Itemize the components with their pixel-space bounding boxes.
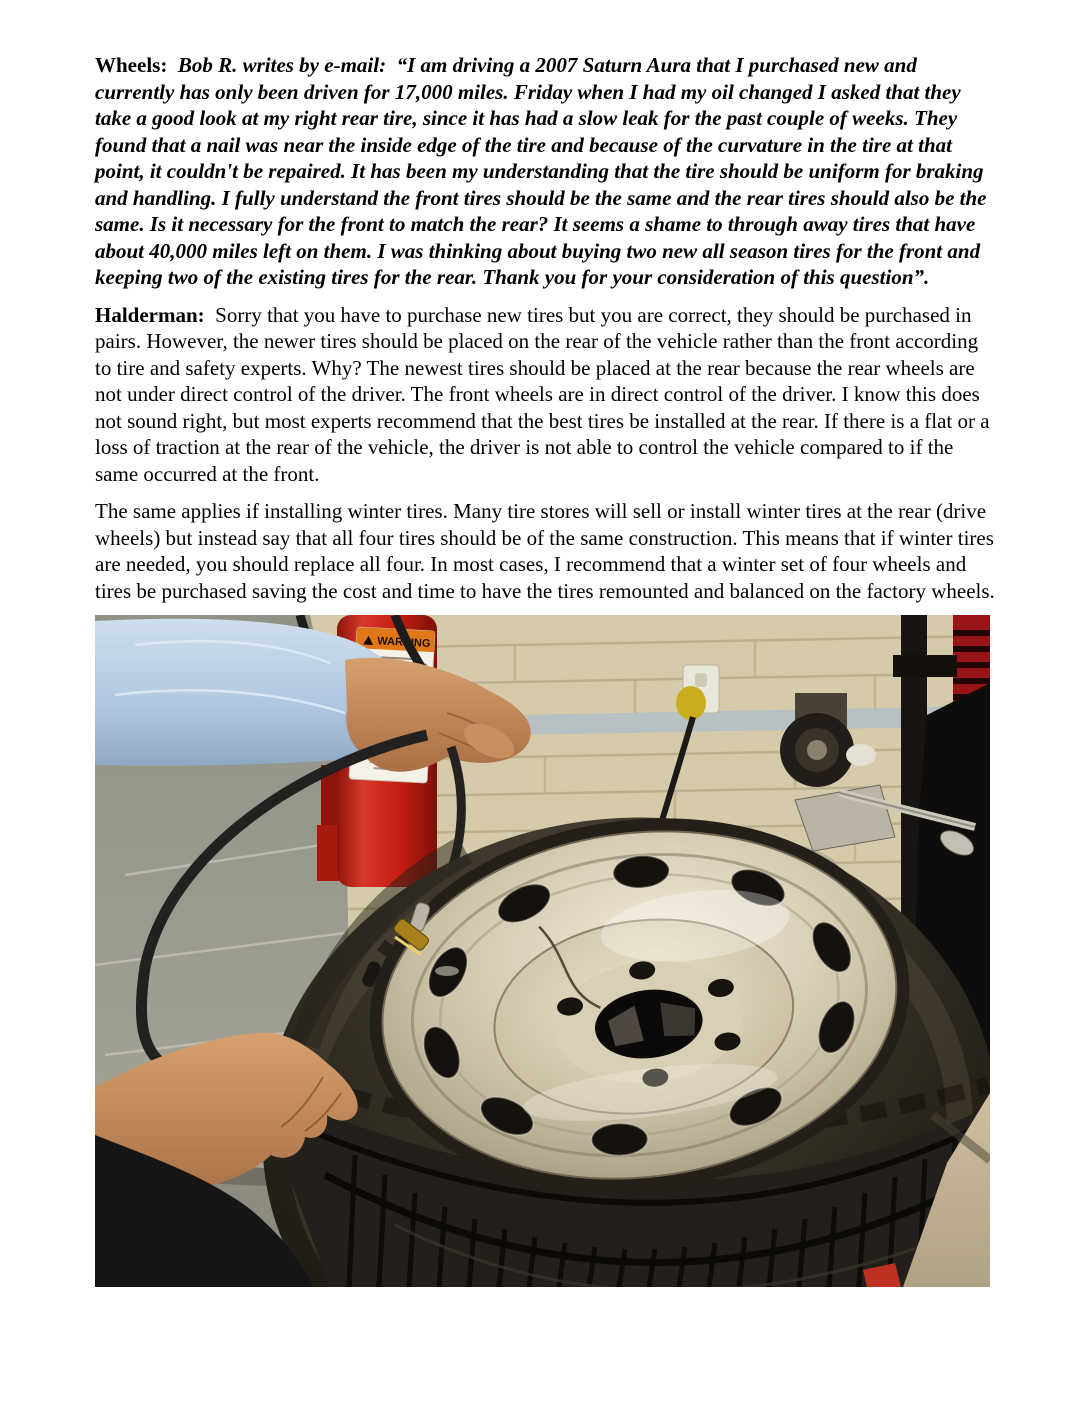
tire-photo-canvas	[95, 615, 990, 1287]
wheels-label: Wheels:	[95, 53, 168, 77]
white-fitting	[846, 744, 876, 766]
paragraph-winter-tires	[95, 498, 1000, 604]
wheels-question-text: Bob R. writes by e-mail: “I am driving a 2007 Saturn Aura that I purchased new and currently has only been driven for 17,000 miles. Friday when I had my oil changed I asked that they take a good look at my right rear tire, since it has had a slow leak for the past couple of weeks. They found that a nail was near the inside edge of the tire and because of the curvature in the tire at that point, it couldn't be repaired. It has been my understanding that the tire should be uniform for braking and handling. I fully understand the front tires should be the same and the rear tires should also be the same. Is it necessary for the front to match the rear? It seems a shame to through away tires that have about 40,000 miles left on them. I was thinking about buying two new all season tires for the front and keeping two of the existing tires for the rear. Thank you for your consideration of this question”.	[95, 53, 992, 289]
vent-hole	[591, 1123, 648, 1156]
paragraph-halderman-answer	[95, 302, 996, 488]
yellow-plug	[676, 686, 706, 720]
warning-title: WARNING	[377, 635, 431, 650]
tire-inflation-photo	[95, 615, 990, 1287]
winter-tires-text: The same applies if installing winter tires. Many tire stores will sell or install winter tires at the rear (drive wheels) but instead say that all four tires should be of the same construction. This means that if winter tires are needed, you should replace all four. In most cases, I recommend that a winter set of four wheels and tires be purchased saving the cost and time to have the tires remounted and balanced on the factory wheels.	[95, 499, 1000, 603]
valve-knob-hub	[807, 740, 827, 760]
tank-lower-tab	[317, 825, 339, 881]
halderman-label: Halderman:	[95, 302, 205, 327]
paragraph-wheels-question	[95, 52, 996, 291]
outlet-socket	[695, 673, 707, 687]
post-bracket	[893, 655, 957, 677]
rim-scuff-mark	[435, 966, 459, 976]
article-text	[95, 52, 1000, 1287]
halderman-answer-text: Sorry that you have to purchase new tires but you are correct, they should be purchased in pairs. However, the newer tires should be placed on the rear of the vehicle rather than the front according to tire and safety experts. Why? The newest tires should be placed at the rear because the rear wheels are not under direct control of the driver. The front wheels are in direct control of the driver. I know this does not sound right, but most experts recommend that the best tires be installed at the rear. If there is a flat or a loss of traction at the rear of the vehicle, the driver is not able to control the vehicle compared to if the same occurred at the front.	[95, 302, 995, 486]
